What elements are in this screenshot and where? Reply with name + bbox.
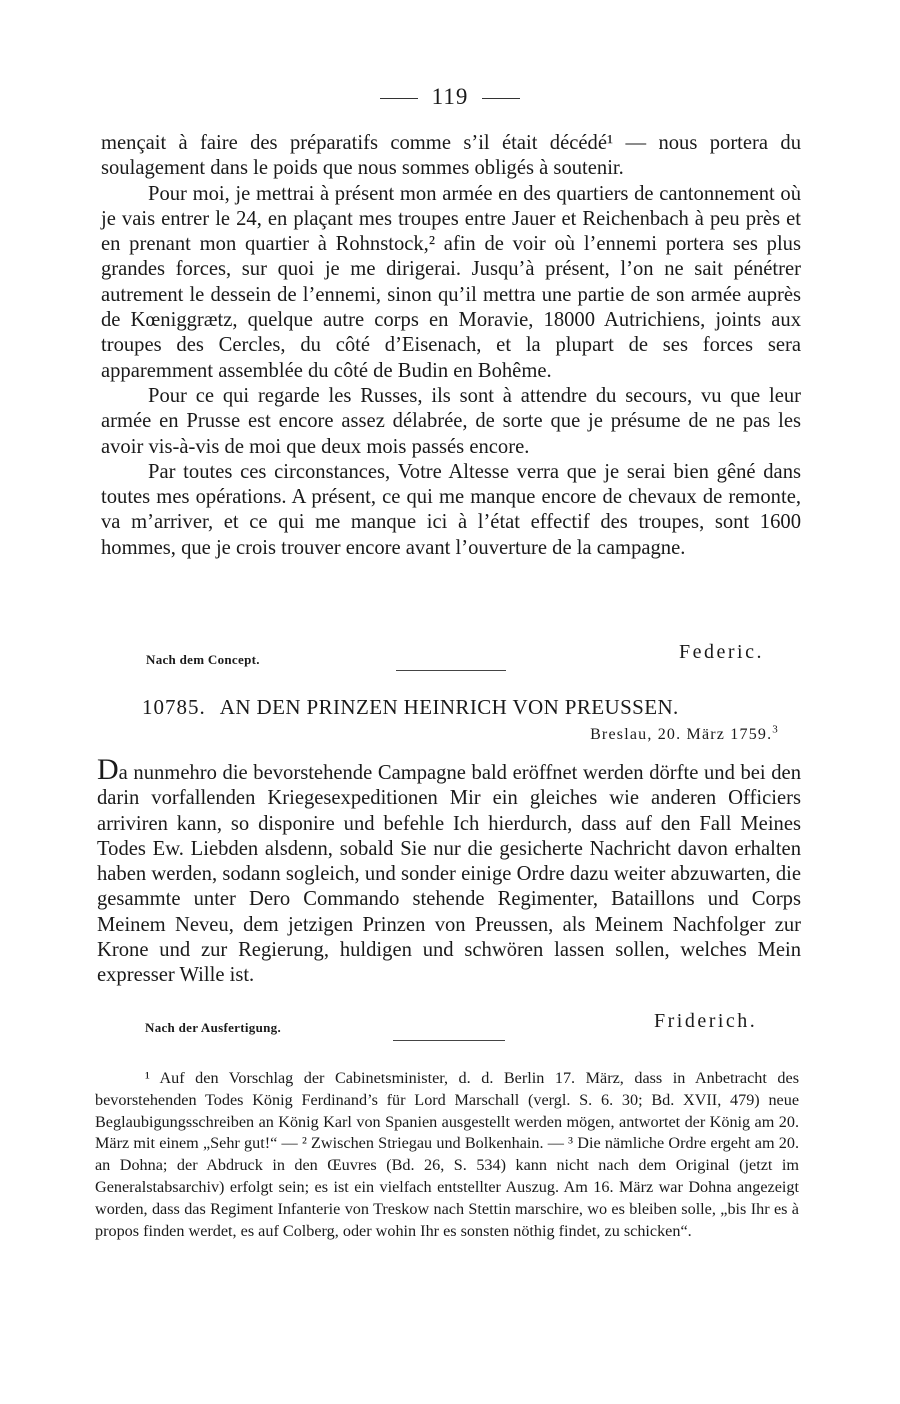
letter-source-note: Nach dem Concept. (146, 652, 260, 667)
section-divider-1 (396, 670, 506, 671)
section-divider-2 (393, 1040, 505, 1041)
header-rule-left (380, 98, 418, 99)
document-body-text: a nunmehro die bevorstehende Campagne bald eröffnet werden dörfte und bei den darin vorfallenden Kriegesexpeditionen Mir ein gleiches wie anderen Officiers arriviren kann, so disponire und befehle Ich hierdurch, dass auf den Fall Meines Todes Ew. Liebden alsdenn, sobald Sie nur die gesicherte Nachricht davon erhalten haben werden, sodann sogleich, und sonder einige Ordre dazu weiter abzuwarten, die gesammte unter Dero Commando stehende Regimenter, Bataillons und Corps Meinem Neveu, dem jetzigen Prinzen von Preussen, als Meinem Nachfolger zur Krone und zur Regierung, huldigen und schwören lassen sollen, welches Mein expresser Wille ist. (97, 762, 801, 987)
letter-paragraph-3: Pour ce qui regarde les Russes, ils sont à attendre du secours, vu que leur armée en Prusse est encore assez délabrée, de sorte que je présume de ne pas les avoir vis-à-vis de moi que deux mois passés encore. (101, 384, 801, 458)
document-dateline (590, 723, 779, 744)
page-header (0, 84, 900, 110)
document-dropcap: D (97, 753, 119, 786)
letter-paragraph-4: Par toutes ces circonstances, Votre Altesse verra que je serai bien gêné dans toutes mes opérations. A présent, ce qui me manque encore de chevaux de remonte, va m’arriver, et ce qui me manque ici à l’état effectif des troupes, sont 1600 hommes, que je crois trouver encore avant l’ouverture de la campagne. (101, 460, 801, 559)
document-number: 10785. (142, 695, 206, 719)
letter-paragraph-1: mençait à faire des préparatifs comme s’il était décédé¹ — nous portera du soulagement dans le poids que nous sommes obligés à soutenir. (101, 132, 801, 180)
page-number: 119 (431, 84, 469, 109)
dateline-text: Breslau, 20. März 1759. (590, 726, 773, 743)
document-signature: Friderich. (654, 1010, 758, 1032)
dateline-footnote-ref: 3 (772, 723, 779, 736)
document-heading (142, 695, 822, 720)
footnotes (95, 1068, 799, 1242)
header-rule-right (482, 98, 520, 99)
letter-continuation (101, 131, 801, 561)
document-source-note: Nach der Ausfertigung. (145, 1020, 282, 1035)
footnotes-text: ¹ Auf den Vorschlag der Cabinetsminister, d. d. Berlin 17. März, dass in Anbetracht des bevorstehenden Todes König Ferdinand’s für Lord Marschall (vergl. S. 6. 30; Bd. XVII, 479) neue Beglaubigungsschreiben an König Karl von Spanien ausgestellt werden mögen, antwortet der König am 20. März mit einem „Sehr gut!“ — ² Zwischen Striegau und Bolkenhain. — ³ Die nämliche Ordre ergeht am 20. an Dohna; der Abdruck in den Œuvres (Bd. 26, S. 534) kann nicht nach dem Original (jetzt im Generalstabsarchiv) erfolgt sein; es ist ein vielfach entstellter Auszug. Am 16. März war Dohna angezeigt worden, dass das Regiment Infanterie von Treskow nach Stettin marschire, wo es bleiben solle, „bis Ihr es à propos finden werdet, es auf Colberg, oder wohin Ihr es sonsten nöthig findet, zu schicken“. (95, 1069, 799, 1240)
letter-signature: Federic. (679, 641, 764, 663)
document-body (97, 753, 801, 989)
letter-paragraph-2: Pour moi, je mettrai à présent mon armée en des quartiers de cantonnement où je vais entrer le 24, en plaçant mes troupes entre Jauer et Reichenbach à peu près et en prenant mon quartier à Rohnstock,² afin de voir où l’ennemi portera ses plus grandes forces, sur quoi je me dirigerai. Jusqu’à présent, l’on ne sait pénétrer autrement le dessein de l’ennemi, sinon qu’il mettra une partie de son armée auprès de Kœniggrætz, quelque autre corps en Moravie, 18000 Autrichiens, joints aux troupes des Cercles, du côté d’Eisenach, et la plupart de ses forces sera apparemment assemblée du côté de Budin en Bohême. (101, 182, 801, 382)
document-title: AN DEN PRINZEN HEINRICH VON PREUSSEN. (219, 695, 679, 719)
